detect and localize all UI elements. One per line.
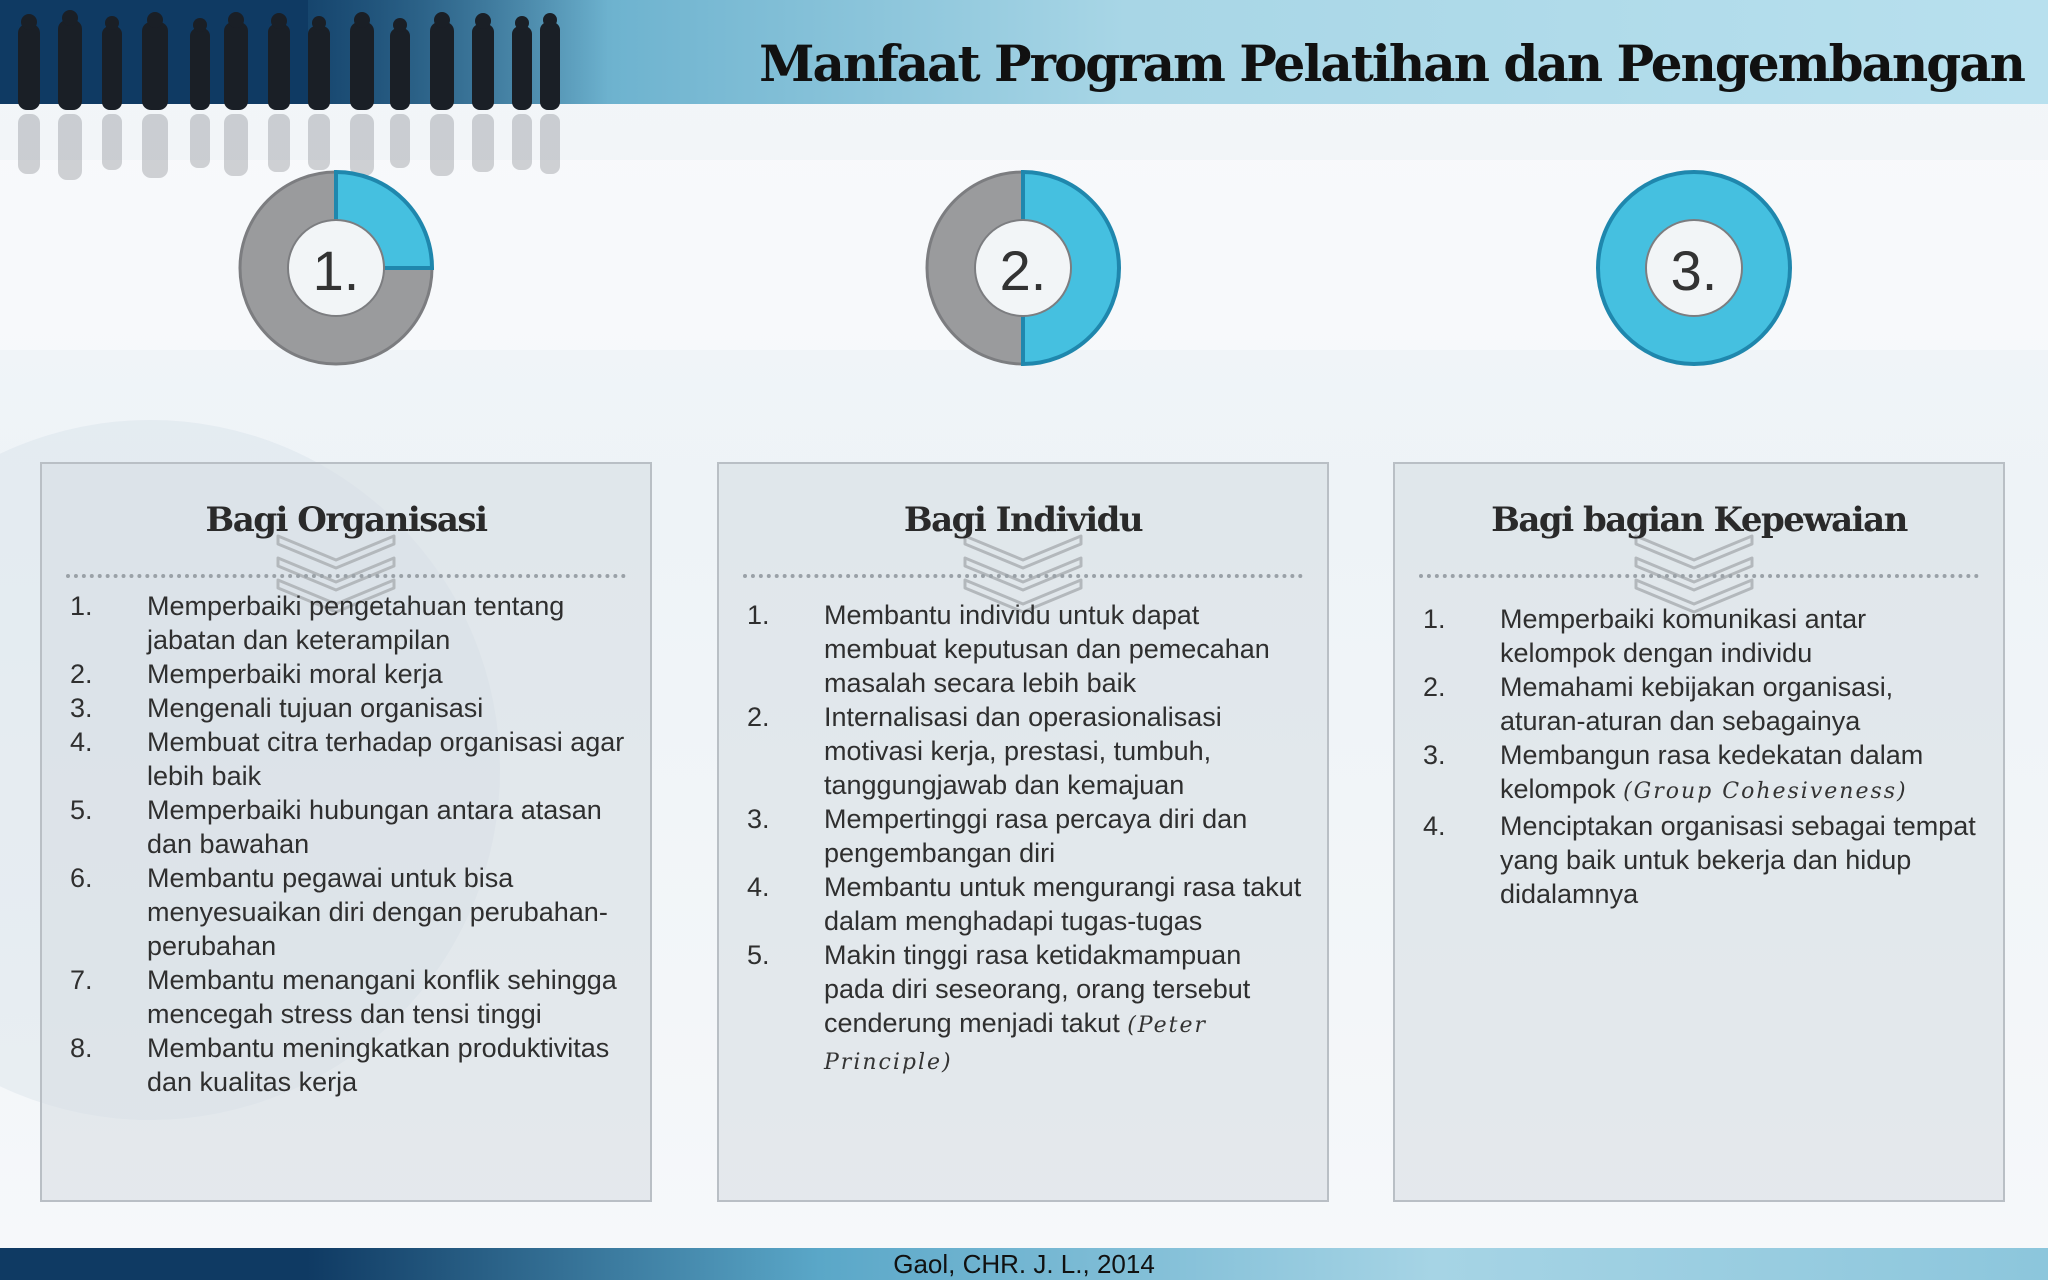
card-individu	[717, 462, 1329, 1202]
list-item-text-body: Membantu menangani konflik sehingga mencegah stress dan tensi tinggi	[147, 965, 617, 1029]
list-item-text-body: Memperbaiki komunikasi antar kelompok dengan individu	[1500, 604, 1867, 668]
list-item	[747, 700, 1307, 802]
benefit-list	[1423, 602, 1983, 911]
list-item	[747, 870, 1307, 938]
list-item-number: 2.	[747, 702, 770, 732]
list-item-text-body: Memperbaiki moral kerja	[147, 659, 443, 689]
list-item-number: 3.	[70, 693, 93, 723]
list-item	[747, 802, 1307, 870]
list-item-text-body: Memperbaiki hubungan antara atasan dan bawahan	[147, 795, 602, 859]
benefit-list	[70, 589, 630, 1099]
list-item-number: 2.	[1423, 672, 1446, 702]
list-item	[70, 793, 630, 861]
list-item-term: (Peter Principle)	[824, 1013, 1208, 1075]
step-number-2: 2.	[999, 239, 1047, 302]
list-item-text	[147, 963, 630, 1031]
card-organisasi	[40, 462, 652, 1202]
dotted-divider	[743, 574, 1303, 578]
list-item-text-body: Mempertinggi rasa percaya diri dan pengembangan diri	[824, 804, 1248, 868]
list-item-text	[1500, 809, 1983, 911]
list-item-text	[147, 725, 630, 793]
list-item-number: 2.	[70, 659, 93, 689]
step-number-1: 1.	[312, 239, 360, 302]
list-item-text	[1500, 670, 1983, 738]
list-item-text-body: Membantu meningkatkan produktivitas dan kualitas kerja	[147, 1033, 610, 1097]
business-people-silhouette-image	[10, 10, 570, 190]
list-item-text-body: Internalisasi dan operasionalisasi motivasi kerja, prestasi, tumbuh, tanggungjawab dan kemajuan	[824, 702, 1222, 800]
list-item	[70, 861, 630, 963]
list-item-number: 3.	[747, 804, 770, 834]
citation: Gaol, CHR. J. L., 2014	[893, 1249, 1155, 1279]
list-item-text	[147, 691, 630, 725]
list-item	[1423, 670, 1983, 738]
list-item-text	[147, 589, 630, 657]
list-item-text	[147, 793, 630, 861]
list-item	[747, 938, 1307, 1080]
benefit-list	[747, 598, 1307, 1080]
list-item-text	[1500, 602, 1983, 670]
dotted-divider	[1419, 574, 1979, 578]
list-item-number: 8.	[70, 1033, 93, 1063]
list-item-number: 7.	[70, 965, 93, 995]
list-item	[70, 963, 630, 1031]
list-item	[1423, 738, 1983, 809]
list-item-text-body: Membangun rasa kedekatan dalam kelompok	[1500, 740, 1924, 804]
list-item-number: 1.	[70, 591, 93, 621]
step-3	[1594, 168, 1794, 368]
list-item	[70, 657, 630, 691]
list-item-text-body: Mengenali tujuan organisasi	[147, 693, 484, 723]
list-item-text	[147, 657, 630, 691]
step-number-3: 3.	[1670, 239, 1718, 302]
list-item	[70, 589, 630, 657]
list-item-number: 4.	[747, 872, 770, 902]
card-title: Bagi bagian Kepewaian	[1491, 500, 1907, 540]
list-item-text-body: Membuat citra terhadap organisasi agar lebih baik	[147, 727, 625, 791]
list-item-number: 4.	[1423, 811, 1446, 841]
list-item-text	[824, 870, 1307, 938]
step-1	[236, 168, 436, 368]
card-title: Bagi Individu	[903, 500, 1143, 540]
list-item-text-body: Membantu untuk mengurangi rasa takut dalam menghadapi tugas-tugas	[824, 872, 1302, 936]
list-item-term: (Group Cohesiveness)	[1623, 779, 1908, 804]
list-item-text-body: Makin tinggi rasa ketidakmampuan pada diri seseorang, orang tersebut cenderung menjadi takut	[824, 940, 1251, 1038]
list-item-text-body: Menciptakan organisasi sebagai tempat yang baik untuk bekerja dan hidup didalamnya	[1500, 811, 1976, 909]
list-item	[70, 725, 630, 793]
list-item-text	[1500, 738, 1983, 809]
list-item-number: 1.	[1423, 604, 1446, 634]
list-item-number: 1.	[747, 600, 770, 630]
list-item-text	[147, 1031, 630, 1099]
list-item-text-body: Memahami kebijakan organisasi, aturan-aturan dan sebagainya	[1500, 672, 1894, 736]
list-item	[1423, 602, 1983, 670]
list-item-text	[824, 700, 1307, 802]
list-item-number: 4.	[70, 727, 93, 757]
list-item	[70, 1031, 630, 1099]
list-item-text	[824, 938, 1307, 1080]
list-item-text-body: Membantu individu untuk dapat membuat keputusan dan pemecahan masalah secara lebih baik	[824, 600, 1270, 698]
list-item-number: 6.	[70, 863, 93, 893]
list-item	[747, 598, 1307, 700]
list-item-text	[824, 598, 1307, 700]
list-item-number: 5.	[747, 940, 770, 970]
list-item-text	[824, 802, 1307, 870]
list-item-text	[147, 861, 630, 963]
step-2	[923, 168, 1123, 368]
dotted-divider	[66, 574, 626, 578]
card-kepewaian	[1393, 462, 2005, 1202]
list-item-text-body: Membantu pegawai untuk bisa menyesuaikan diri dengan perubahan-perubahan	[147, 863, 608, 961]
card-title: Bagi Organisasi	[205, 500, 487, 540]
list-item-number: 5.	[70, 795, 93, 825]
list-item	[1423, 809, 1983, 911]
list-item	[70, 691, 630, 725]
list-item-text-body: Memperbaiki pengetahuan tentang jabatan dan keterampilan	[147, 591, 565, 655]
page-title: Manfaat Program Pelatihan dan Pengembangan	[759, 34, 2024, 93]
list-item-number: 3.	[1423, 740, 1446, 770]
